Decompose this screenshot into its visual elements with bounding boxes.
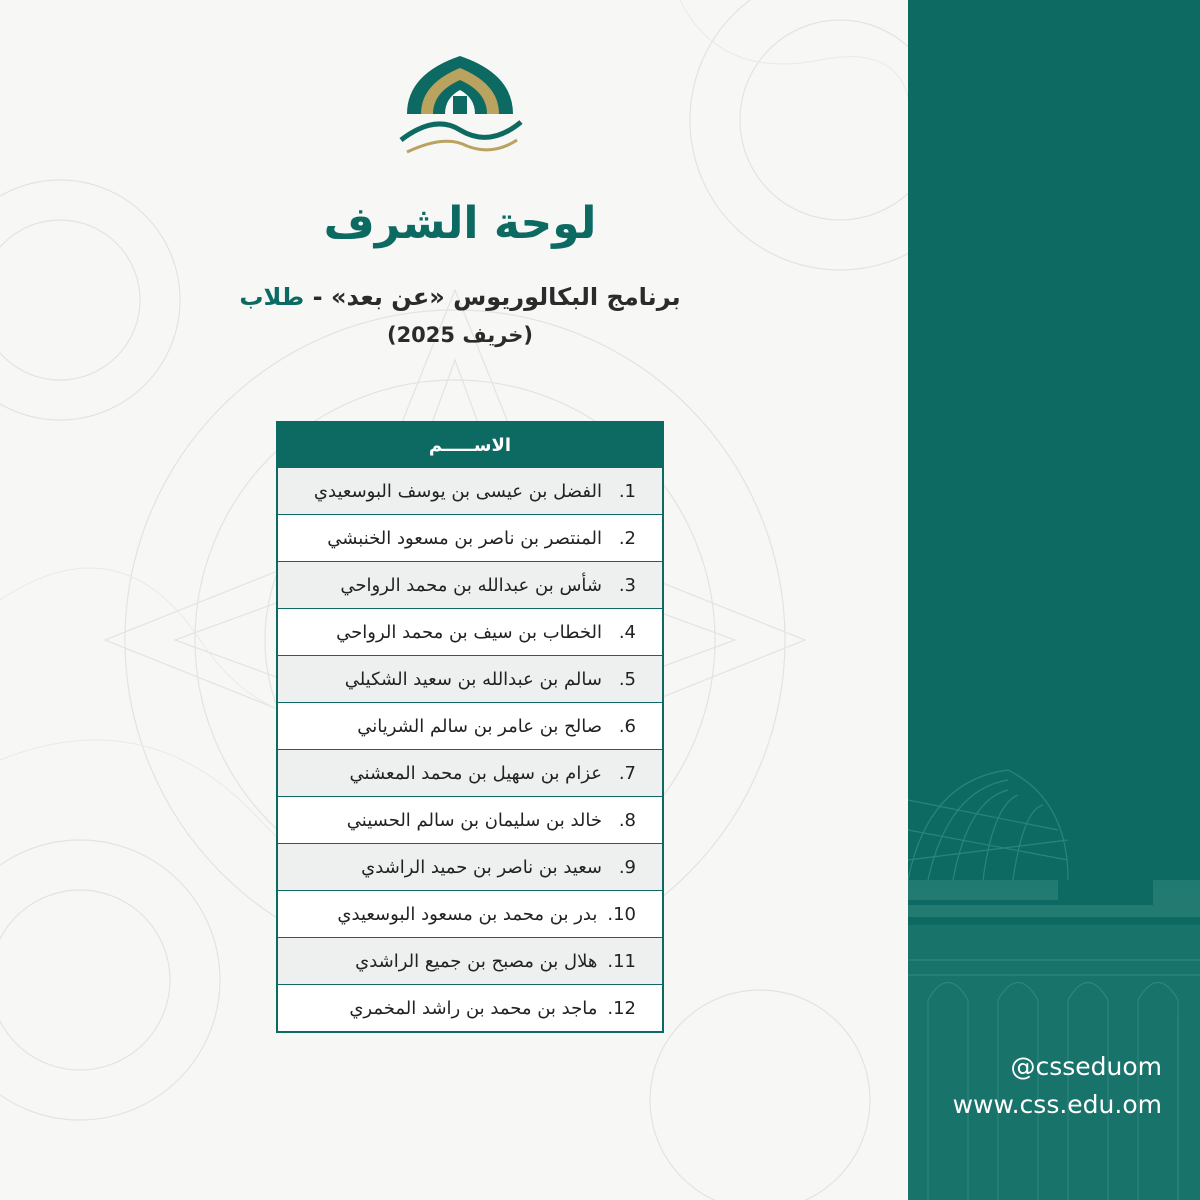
row-number: 6. <box>618 715 636 737</box>
table-cell <box>277 891 663 938</box>
column-header-name: الاســـــم <box>277 422 663 468</box>
table-cell <box>277 985 663 1033</box>
student-name: صالح بن عامر بن سالم الشرياني <box>357 715 602 737</box>
college-dome-logo-icon <box>395 52 525 157</box>
student-name: الخطاب بن سيف بن محمد الرواحي <box>336 621 602 643</box>
table-row <box>277 985 663 1033</box>
table-cell <box>277 468 663 515</box>
side-panel <box>908 0 1200 1200</box>
table-cell <box>277 562 663 609</box>
row-number: 5. <box>618 668 636 690</box>
row-number: 11. <box>607 950 636 972</box>
row-number: 2. <box>618 527 636 549</box>
table-row <box>277 844 663 891</box>
student-name: الفضل بن عيسى بن يوسف البوسعيدي <box>313 480 602 502</box>
student-name: شأس بن عبدالله بن محمد الرواحي <box>340 574 602 596</box>
row-number: 12. <box>607 997 636 1019</box>
table-row <box>277 938 663 985</box>
table-cell <box>277 656 663 703</box>
row-number: 7. <box>618 762 636 784</box>
table-row <box>277 468 663 515</box>
table-row <box>277 703 663 750</box>
table-row <box>277 891 663 938</box>
row-number: 8. <box>618 809 636 831</box>
table-cell <box>277 750 663 797</box>
row-number: 3. <box>618 574 636 596</box>
table-cell <box>277 515 663 562</box>
page-title: لوحة الشرف <box>323 198 597 249</box>
student-name: ماجد بن محمد بن راشد المخمري <box>349 997 598 1019</box>
table-row <box>277 515 663 562</box>
row-number: 10. <box>607 903 636 925</box>
student-name: بدر بن محمد بن مسعود البوسعيدي <box>337 903 598 925</box>
student-name: خالد بن سليمان بن سالم الحسيني <box>346 809 602 831</box>
row-number: 1. <box>618 480 636 502</box>
mosque-dome-illustration <box>908 0 1200 1200</box>
website-url: www.css.edu.om <box>952 1090 1162 1119</box>
table-row <box>277 562 663 609</box>
student-name: سعيد بن ناصر بن حميد الراشدي <box>361 856 602 878</box>
table-cell <box>277 938 663 985</box>
social-handle: @csseduom <box>1010 1052 1162 1081</box>
program-name: برنامج البكالوريوس «عن بعد» - <box>312 283 681 311</box>
table-cell <box>277 844 663 891</box>
table-row <box>277 750 663 797</box>
table-cell <box>277 703 663 750</box>
table-cell <box>277 797 663 844</box>
row-number: 9. <box>618 856 636 878</box>
row-number: 4. <box>618 621 636 643</box>
table-row <box>277 797 663 844</box>
student-name: عزام بن سهيل بن محمد المعشني <box>349 762 602 784</box>
table-row <box>277 609 663 656</box>
student-name: المنتصر بن ناصر بن مسعود الخنبشي <box>327 527 602 549</box>
student-name: هلال بن مصبح بن جميع الراشدي <box>355 950 598 972</box>
students-label: طلاب <box>239 283 305 311</box>
table-cell <box>277 609 663 656</box>
student-name: سالم بن عبدالله بن سعيد الشكيلي <box>344 668 602 690</box>
term-label: (خريف 2025) <box>386 323 534 347</box>
honor-table <box>276 421 664 1033</box>
table-header-row <box>277 422 663 468</box>
table-row <box>277 656 663 703</box>
program-subtitle <box>200 283 720 311</box>
